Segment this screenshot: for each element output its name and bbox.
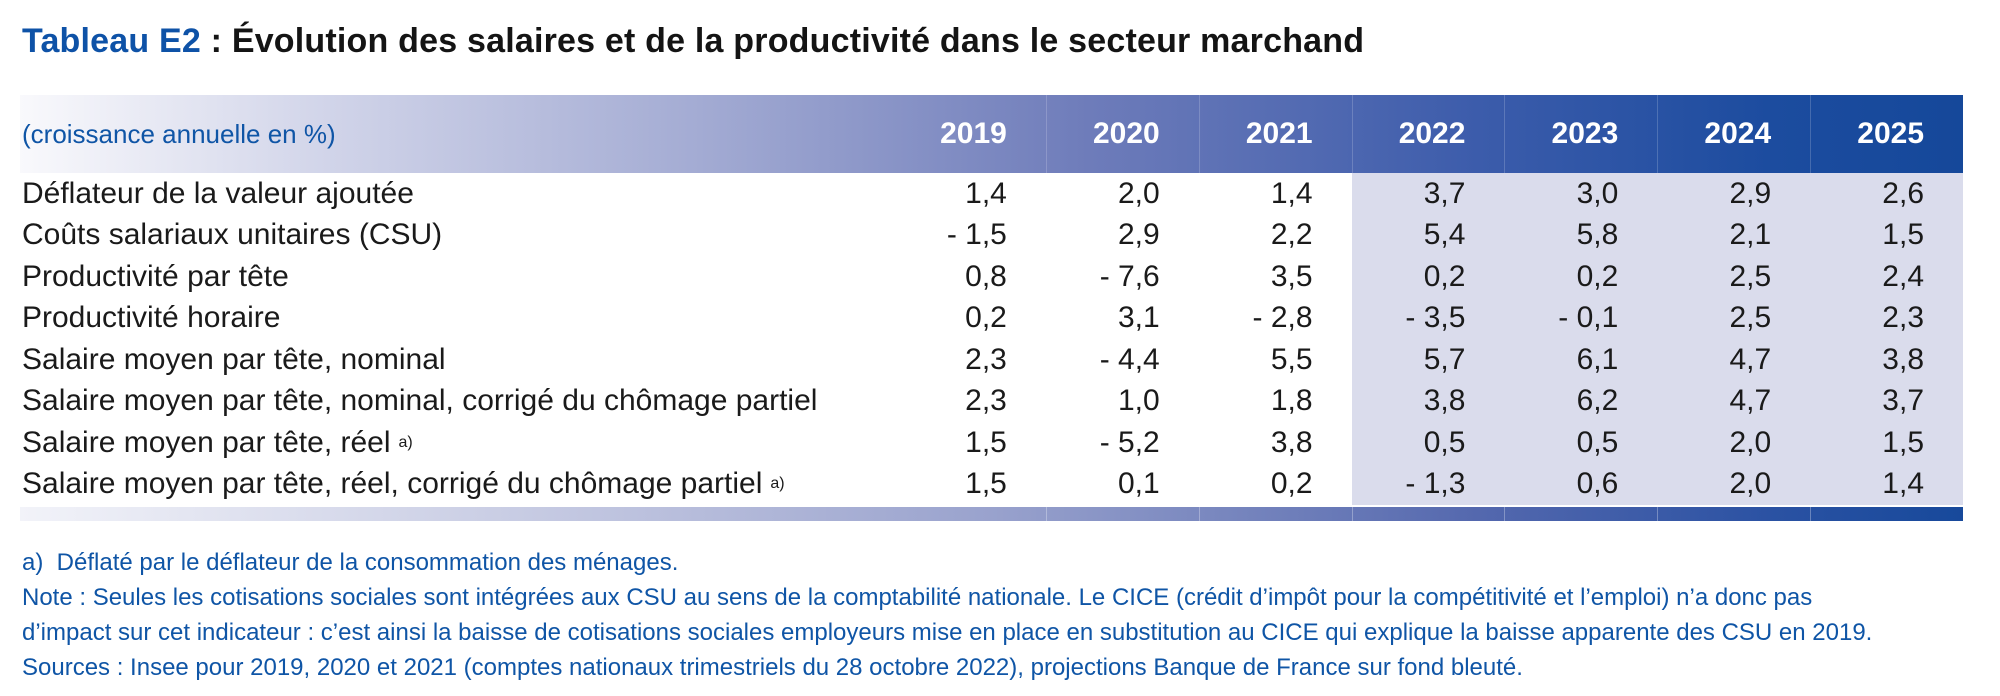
note-line-2: d’impact sur cet indicateur : c’est ainsi la baisse de cotisations sociales employeurs mise en place en substitution au CICE qui explique la baisse apparente des CSU en 2019. <box>22 619 1873 646</box>
row-label: Salaire moyen par tête, réel, corrigé du chômage partiel a) <box>22 467 785 501</box>
year-header-2021: 2021 <box>1199 95 1352 173</box>
table-row <box>20 464 1963 506</box>
table-header <box>20 95 1963 173</box>
value-cell-projection: 0,2 <box>1504 256 1657 298</box>
bottom-bar-segment <box>1352 507 1505 521</box>
value-cell-projection: 2,5 <box>1657 256 1810 298</box>
table-bottom-bar <box>20 507 1963 521</box>
value-cell: 1,5 <box>965 467 1007 501</box>
row-label: Coûts salariaux unitaires (CSU) <box>22 218 443 252</box>
value-cell-projection: 2,9 <box>1657 173 1810 215</box>
value-cell: - 4,4 <box>1099 342 1160 376</box>
table-body <box>20 173 1963 505</box>
bottom-bar-segment <box>893 507 1046 521</box>
year-header-2020: 2020 <box>1046 95 1199 173</box>
value-cell-projection: - 1,3 <box>1352 464 1505 506</box>
sources: Sources : Insee pour 2019, 2020 et 2021 (comptes nationaux trimestriels du 28 octobre 2022), projections Banque de France sur fond bleuté. <box>22 654 1523 681</box>
value-cell-projection: 0,6 <box>1504 464 1657 506</box>
value-cell-projection: 5,8 <box>1504 215 1657 257</box>
value-cell: 0,2 <box>965 301 1007 335</box>
year-header-2023: 2023 <box>1504 95 1657 173</box>
year-header-2025: 2025 <box>1810 95 1963 173</box>
year-header-2019: 2019 <box>940 117 1007 150</box>
value-cell-projection: 3,0 <box>1504 173 1657 215</box>
value-cell-projection: 2,3 <box>1810 298 1963 340</box>
table-row <box>20 298 1963 340</box>
value-cell: 3,8 <box>1270 425 1313 459</box>
value-cell: 1,4 <box>1270 176 1313 210</box>
value-cell: - 1,5 <box>946 218 1007 252</box>
value-cell-projection: 3,8 <box>1352 381 1505 423</box>
value-cell-projection: 5,7 <box>1352 339 1505 381</box>
value-cell: 2,3 <box>965 342 1007 376</box>
table-row <box>20 381 1963 423</box>
value-cell: 2,0 <box>1118 176 1160 210</box>
value-cell-projection: 3,7 <box>1810 381 1963 423</box>
bottom-bar-segment <box>1046 507 1199 521</box>
value-cell-projection: 1,4 <box>1810 464 1963 506</box>
value-cell: 0,1 <box>1118 467 1160 501</box>
table-row <box>20 422 1963 464</box>
value-cell: 0,8 <box>965 259 1007 293</box>
year-header-2024: 2024 <box>1657 95 1810 173</box>
table-title-text: : Évolution des salaires et de la productivité dans le secteur marchand <box>201 22 1365 60</box>
footnote-a: a) Déflaté par le déflateur de la consommation des ménages. <box>22 549 679 576</box>
value-cell-projection: 6,2 <box>1504 381 1657 423</box>
value-cell: - 5,2 <box>1099 425 1160 459</box>
table-title <box>22 22 1364 61</box>
value-cell-projection: 2,1 <box>1657 215 1810 257</box>
year-header-2022: 2022 <box>1352 95 1505 173</box>
value-cell: 2,9 <box>1118 218 1160 252</box>
row-label: Salaire moyen par tête, nominal <box>22 342 446 376</box>
value-cell-projection: 3,8 <box>1810 339 1963 381</box>
value-cell: 2,2 <box>1270 218 1313 252</box>
value-cell: 5,5 <box>1270 342 1313 376</box>
value-cell: 0,2 <box>1270 467 1313 501</box>
row-label: Déflateur de la valeur ajoutée <box>22 176 414 210</box>
table-row <box>20 256 1963 298</box>
value-cell-projection: 1,5 <box>1810 215 1963 257</box>
value-cell-projection: 3,7 <box>1352 173 1505 215</box>
row-label: Productivité par tête <box>22 259 289 293</box>
value-cell: - 2,8 <box>1252 301 1313 335</box>
bottom-bar-segment <box>1199 507 1352 521</box>
value-cell-projection: 4,7 <box>1657 339 1810 381</box>
table-row <box>20 215 1963 257</box>
row-label: Salaire moyen par tête, réel a) <box>22 425 413 459</box>
bottom-bar-segment <box>1810 507 1963 521</box>
value-cell-projection: 0,2 <box>1352 256 1505 298</box>
note-line-1: Note : Seules les cotisations sociales sont intégrées aux CSU au sens de la comptabilité nationale. Le CICE (crédit d’impôt pour la compétitivité et l’emploi) n’a donc pas <box>22 584 1813 611</box>
bottom-bar-segment <box>1657 507 1810 521</box>
value-cell-projection: 4,7 <box>1657 381 1810 423</box>
value-cell-projection: 6,1 <box>1504 339 1657 381</box>
bottom-bar-segment <box>1504 507 1657 521</box>
table-title-number: Tableau E2 <box>22 22 201 60</box>
value-cell-projection: 2,4 <box>1810 256 1963 298</box>
value-cell-projection: - 3,5 <box>1352 298 1505 340</box>
value-cell: 1,4 <box>965 176 1007 210</box>
value-cell-projection: 2,0 <box>1657 464 1810 506</box>
value-cell-projection: 5,4 <box>1352 215 1505 257</box>
value-cell-projection: 0,5 <box>1504 422 1657 464</box>
table-row <box>20 339 1963 381</box>
value-cell: 2,3 <box>965 384 1007 418</box>
value-cell: 3,5 <box>1270 259 1313 293</box>
value-cell: - 7,6 <box>1099 259 1160 293</box>
value-cell: 3,1 <box>1118 301 1160 335</box>
value-cell-projection: 0,5 <box>1352 422 1505 464</box>
bottom-bar-segment <box>20 507 893 521</box>
value-cell-projection: 2,5 <box>1657 298 1810 340</box>
value-cell-projection: 2,6 <box>1810 173 1963 215</box>
row-label: Productivité horaire <box>22 301 281 335</box>
value-cell-projection: 1,5 <box>1810 422 1963 464</box>
row-label: Salaire moyen par tête, nominal, corrigé du chômage partiel <box>22 384 818 418</box>
value-cell: 1,5 <box>965 425 1007 459</box>
value-cell: 1,8 <box>1270 384 1313 418</box>
table-row <box>20 173 1963 215</box>
value-cell: 1,0 <box>1118 384 1160 418</box>
value-cell-projection: - 0,1 <box>1504 298 1657 340</box>
footnotes <box>22 545 1982 685</box>
unit-label: (croissance annuelle en %) <box>22 118 336 149</box>
value-cell-projection: 2,0 <box>1657 422 1810 464</box>
